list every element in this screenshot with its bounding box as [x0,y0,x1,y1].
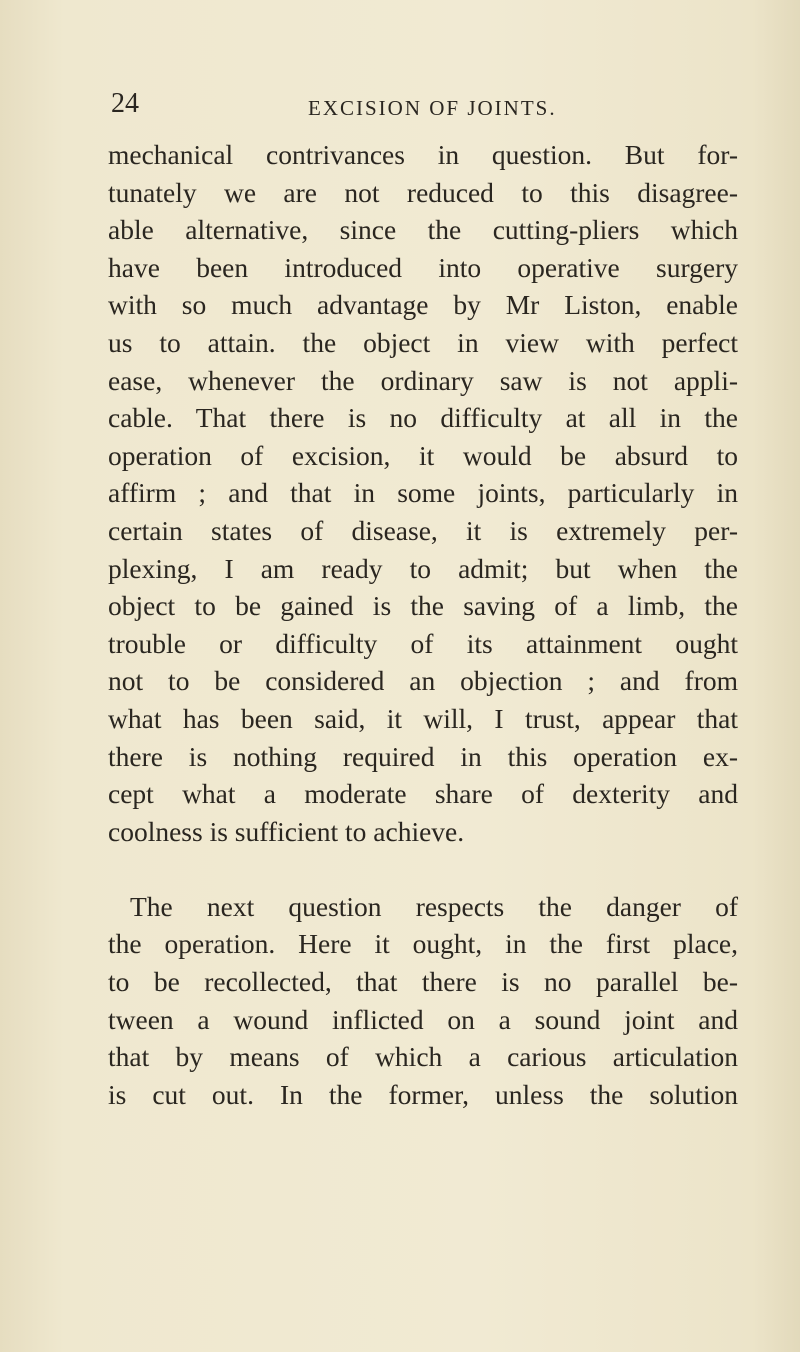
text-line: mechanical contrivances in question. But for- [108,139,738,170]
text-line: to be recollected, that there is no parallel be- [108,966,738,998]
body-text [108,136,738,1113]
text-line: cable. That there is no difficulty at all in the [108,402,738,434]
page-number: 24 [111,88,139,119]
text-line: is cut out. In the former, unless the solution [108,1078,738,1110]
text-line: operation of excision, it would be absurd to [108,439,738,471]
paragraph-gap [108,850,738,888]
text-line: with so much advantage by Mr Liston, enable [108,289,738,321]
text-line: ease, whenever the ordinary saw is not appli- [108,364,738,396]
paragraph-2 [108,888,738,1114]
text-line: there is nothing required in this operation ex- [108,740,738,772]
text-line: us to attain. the object in view with perfect [108,326,738,358]
text-line: certain states of disease, it is extremely per- [108,514,738,546]
text-line: trouble or difficulty of its attainment ought [108,627,738,659]
text-line: that by means of which a carious articulation [108,1041,738,1073]
text-line: the operation. Here it ought, in the first place, [108,928,738,960]
running-head: EXCISION OF JOINTS. [308,96,557,120]
text-line: affirm ; and that in some joints, particularly in [108,477,738,509]
text-line: what has been said, it will, I trust, appear that [108,702,738,734]
text-line: object to be gained is the saving of a limb, the [108,590,738,622]
paragraph-1 [108,136,738,850]
text-line: tunately we are not reduced to this disagree- [108,176,738,208]
text-line: cept what a moderate share of dexterity and [108,778,738,810]
text-line: coolness is sufficient to achieve. [108,815,465,847]
text-line: able alternative, since the cutting-pliers which [108,214,738,246]
text-line: plexing, I am ready to admit; but when the [108,552,738,584]
text-line: tween a wound inflicted on a sound joint and [108,1003,738,1035]
text-line: not to be considered an objection ; and from [108,665,738,697]
text-line: have been introduced into operative surgery [108,251,738,283]
text-line: The next question respects the danger of [130,890,738,922]
